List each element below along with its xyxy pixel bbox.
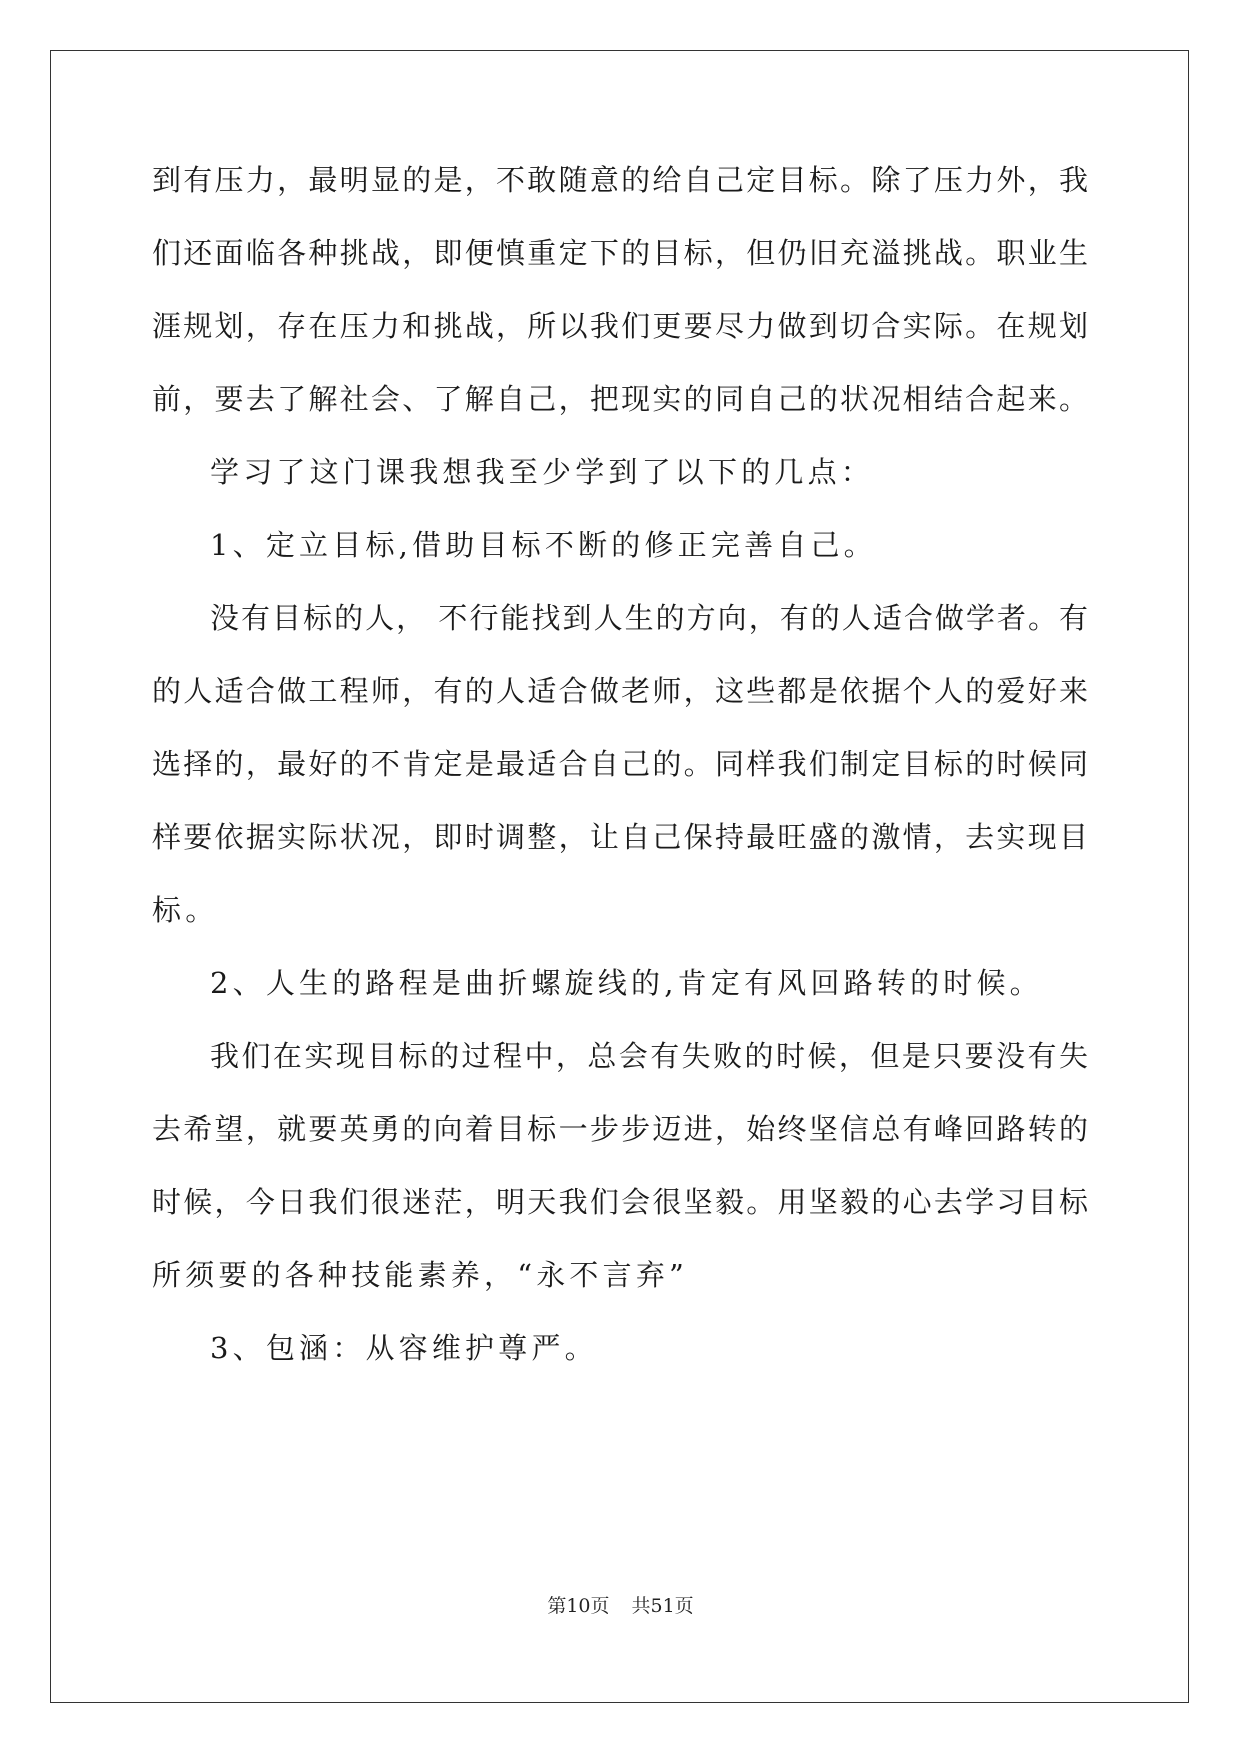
- text-line: 样要依据实际状况，即时调整，让自己保持最旺盛的激情，去实现目: [152, 820, 1088, 854]
- text-line-indented: 我们在实现目标的过程中，总会有失败的时候，但是只要没有失: [210, 1039, 1088, 1073]
- text-line: 涯规划，存在压力和挑战，所以我们更要尽力做到切合实际。在规划: [152, 309, 1088, 343]
- list-item-heading-3: 3、包涵：从容维护尊严。: [210, 1331, 598, 1365]
- page-border: [50, 50, 1189, 1703]
- text-line: 到有压力，最明显的是，不敢随意的给自己定目标。除了压力外，我: [152, 163, 1088, 197]
- total-page-count: 共51页: [631, 1595, 694, 1617]
- text-line-indented: 学习了这门课我想我至少学到了以下的几点：: [210, 455, 875, 489]
- text-line: 选择的，最好的不肯定是最适合自己的。同样我们制定目标的时候同: [152, 747, 1088, 781]
- text-line: 去希望，就要英勇的向着目标一步步迈进，始终坚信总有峰回路转的: [152, 1112, 1088, 1146]
- list-item-heading-2: 2、人生的路程是曲折螺旋线的,肯定有风回路转的时候。: [210, 966, 1043, 1000]
- text-line: 们还面临各种挑战，即便慎重定下的目标，但仍旧充溢挑战。职业生: [152, 236, 1088, 270]
- text-line: 所须要的各种技能素养，“永不言弃”: [152, 1258, 689, 1292]
- text-line: 时候，今日我们很迷茫，明天我们会很坚毅。用坚毅的心去学习目标: [152, 1185, 1088, 1219]
- text-line-indented: 没有目标的人， 不行能找到人生的方向，有的人适合做学者。有: [210, 601, 1088, 635]
- page-footer: [0, 1594, 1241, 1618]
- list-item-heading-1: 1、定立目标,借助目标不断的修正完善自己。: [210, 528, 877, 562]
- text-line: 前，要去了解社会、了解自己，把现实的同自己的状况相结合起来。: [152, 382, 1088, 416]
- text-line: 标。: [152, 893, 219, 927]
- current-page-number: 第10页: [547, 1595, 610, 1617]
- text-line: 的人适合做工程师，有的人适合做老师，这些都是依据个人的爱好来: [152, 674, 1088, 708]
